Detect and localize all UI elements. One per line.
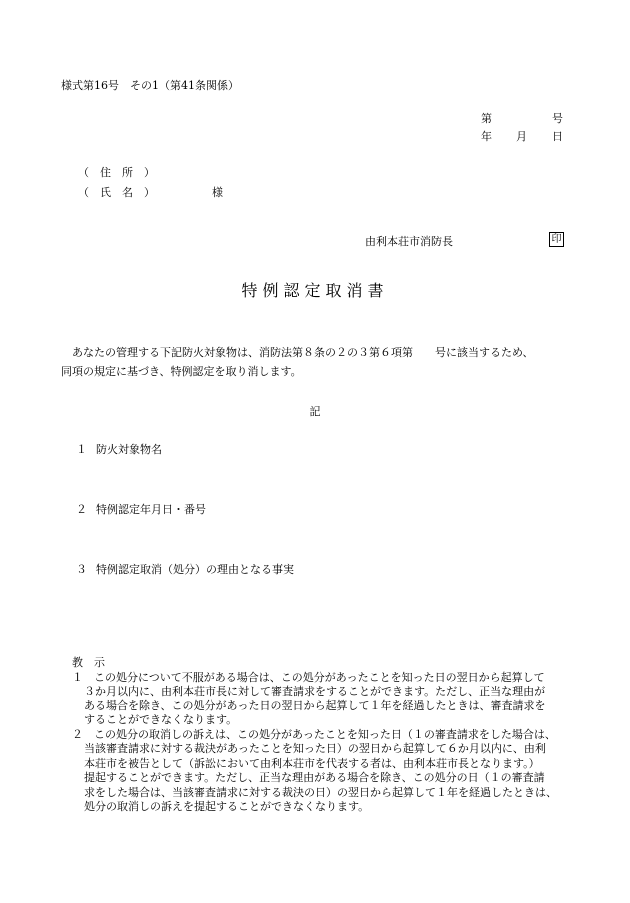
document-title: 特例認定取消書 <box>241 281 389 300</box>
kyoji-paragraph-1-line: １ この処分について不服がある場合は、この処分があったことを知った日の翌日から起算して <box>72 671 545 684</box>
form-number: 様式第16号 その1（第41条関係） <box>61 79 239 92</box>
date-year-label: 年 <box>481 130 492 143</box>
date-day-label: 日 <box>552 130 563 143</box>
recipient-name-row <box>78 186 223 200</box>
kyoji-paragraph-1-line: することができなくなります。 <box>84 713 238 726</box>
recipient-honorific: 様 <box>212 186 223 199</box>
kyoji-paragraph-2-line: ２ この処分の取消しの訴えは、この処分があったことを知った日（１の審査請求をした場合は、 <box>72 728 556 741</box>
issuer-name: 由利本荘市消防長 <box>365 235 453 248</box>
item-number: ２ <box>76 503 87 516</box>
kyoji-paragraph-1-line: ３か月以内に、由利本荘市長に対して審査請求をすることができます。ただし、正当な理由が <box>84 685 546 698</box>
document-number-suffix: 号 <box>552 112 563 125</box>
item-number: ３ <box>76 563 87 576</box>
item-number: １ <box>76 443 87 456</box>
item-revocation-reason <box>76 563 294 577</box>
recipient-name-label: （ 氏 名 ） <box>78 186 155 199</box>
seal-stamp: 印 <box>549 232 564 247</box>
item-facility-name <box>76 443 162 457</box>
body-text-line-1: あなたの管理する下記防火対象物は、消防法第８条の２の３第６項第 号に該当するため、 <box>72 346 534 359</box>
body-text-line-2: 同項の規定に基づき、特例認定を取り消します。 <box>61 365 302 378</box>
item-certification-date-number <box>76 503 206 517</box>
item-label: 防火対象物名 <box>96 443 162 456</box>
document-number-label: 第 <box>481 112 492 125</box>
recipient-address-label: （ 住 所 ） <box>78 166 155 179</box>
kyoji-paragraph-1-line: ある場合を除き、この処分があった日の翌日から起算して１年を経過したときは、審査請求を <box>84 699 546 712</box>
ki-heading: 記 <box>309 405 321 418</box>
item-label: 特例認定取消（処分）の理由となる事実 <box>96 563 294 576</box>
kyoji-heading: 教 示 <box>72 656 105 669</box>
kyoji-paragraph-2-line: 提起することができます。ただし、正当な理由がある場合を除き、この処分の日（１の審査請 <box>84 771 545 784</box>
kyoji-paragraph-2-line: 処分の取消しの訴えを提起することができなくなります。 <box>84 800 370 813</box>
kyoji-paragraph-2-line: 求をした場合は、当該審査請求に対する裁決の日）の翌日から起算して１年を経過したときは、 <box>84 786 557 799</box>
kyoji-paragraph-2-line: 当該審査請求に対する裁決があったことを知った日）の翌日から起算して６か月以内に、由利 <box>84 742 546 755</box>
date-month-label: 月 <box>516 130 527 143</box>
item-label: 特例認定年月日・番号 <box>96 503 206 516</box>
kyoji-paragraph-2-line: 本荘市を被告として（訴訟において由利本荘市を代表する者は、由利本荘市長となります。） <box>84 757 540 770</box>
